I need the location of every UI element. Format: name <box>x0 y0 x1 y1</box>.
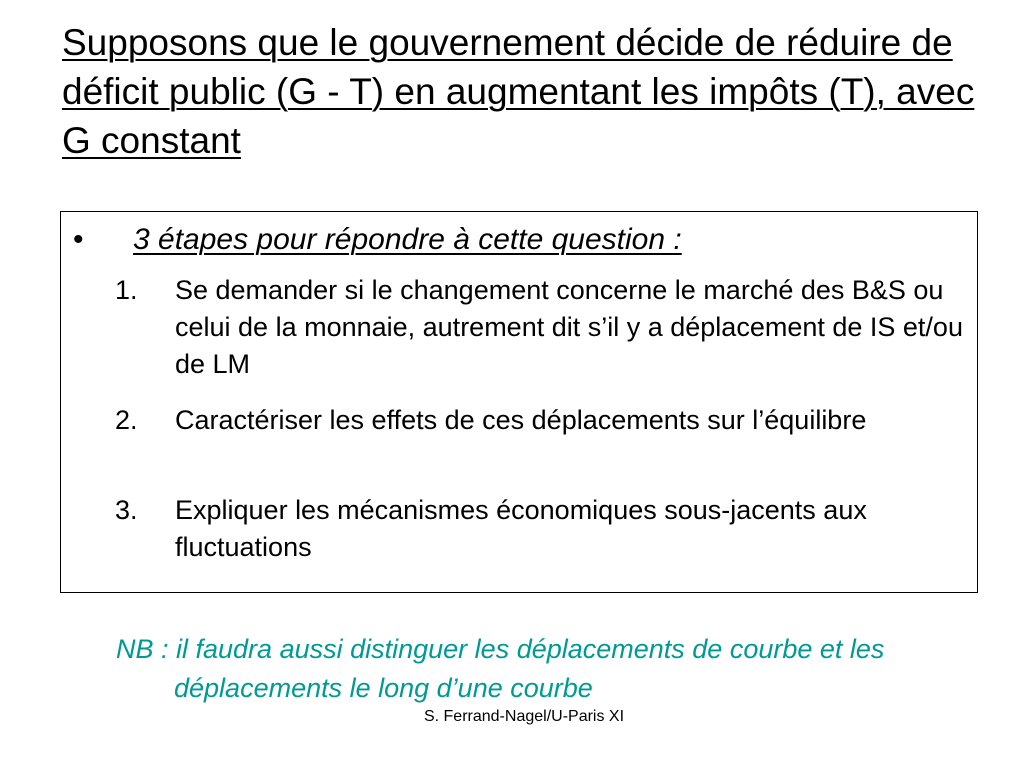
slide-title: Supposons que le gouvernement décide de réduire de déficit public (G - T) en augmentant les impôts (T), avec G constant <box>62 22 975 161</box>
step-text: Caractériser les effets de ces déplacements sur l’équilibre <box>175 405 867 435</box>
step-number: 3. <box>115 495 138 525</box>
footer-credit: S. Ferrand-Nagel/U-Paris XI <box>423 708 625 725</box>
step-text: Se demander si le changement concerne le marché des B&S ou celui de la monnaie, autrement dit s’il y a déplacement de IS et/ou de LM <box>175 275 963 379</box>
bullet-row <box>73 222 682 258</box>
step-number: 2. <box>115 405 138 435</box>
bullet-icon: • <box>73 223 84 256</box>
step-number: 1. <box>115 275 138 305</box>
steps-box <box>60 211 978 593</box>
note-text: NB : il faudra aussi distinguer les déplacements de courbe et les déplacements le long d’une courbe <box>116 634 885 703</box>
bullet-heading: 3 étapes pour répondre à cette question : <box>133 223 682 256</box>
step-text: Expliquer les mécanismes économiques sous-jacents aux fluctuations <box>175 495 867 562</box>
